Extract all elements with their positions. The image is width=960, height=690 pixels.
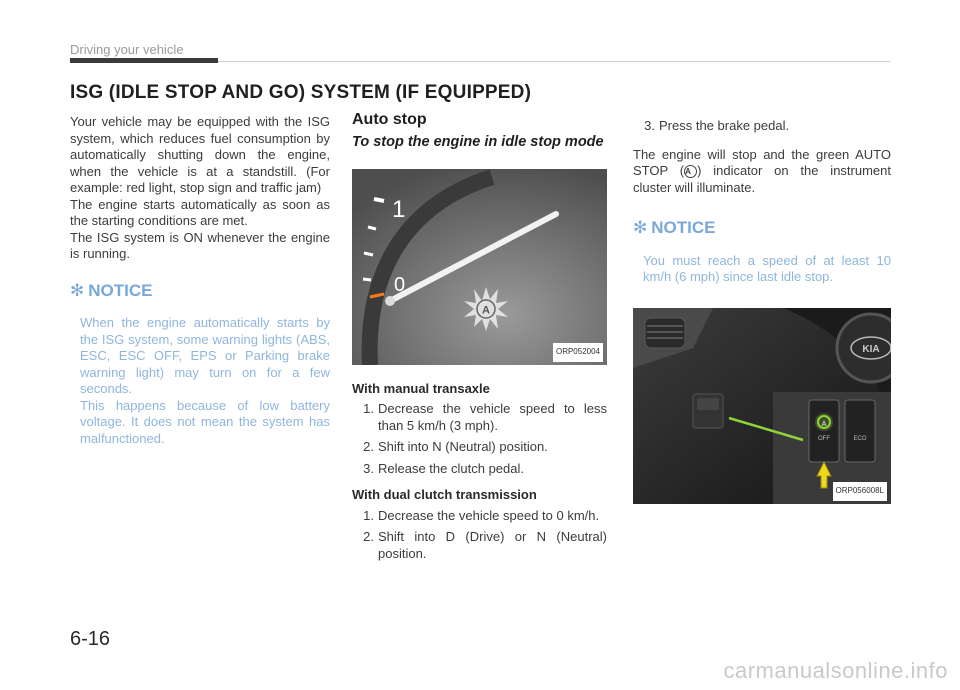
notice-title-2: NOTICE [651, 218, 716, 237]
eco-switch-label: ECO [853, 435, 867, 442]
manual-step-3: 3. Release the clutch pedal. [363, 460, 524, 476]
dct-step-2: 2. Shift into D (Drive) or N (Neutral) position. [363, 529, 607, 561]
notice-heading-2 [633, 220, 891, 237]
column-3 [633, 114, 891, 504]
gauge-illustration [352, 169, 607, 365]
header-bar [70, 58, 218, 63]
auto-stop-subheading: To stop the engine in idle stop mode [352, 133, 604, 150]
running-header: Driving your vehicle [70, 42, 184, 57]
intro-paragraph-2: The engine starts automatically as soon as the starting conditions are met. [70, 196, 330, 228]
indicator-paragraph: The engine will stop and the green AUTO STOP (A ) indicator on the instrument cluster will illuminate. [633, 146, 892, 195]
kia-logo: KIA [862, 343, 880, 355]
auto-stop-symbol-icon: A [684, 165, 697, 178]
notice-body-2 [633, 253, 891, 286]
dashboard-switch-figure [633, 308, 891, 504]
page-number: 6-16 [70, 628, 111, 650]
gauge-mark-1: 1 [392, 195, 406, 223]
isg-off-switch-label: OFF [818, 435, 830, 442]
notice-asterisk-icon: ✻ [70, 280, 85, 300]
dashboard-illustration [633, 308, 891, 504]
figure-1-label: ORP052004 [553, 343, 603, 362]
notice-box-2 [633, 220, 891, 286]
notice-2-paragraph-1: You must reach a speed of at least 10 km/h (6 mph) since last idle stop. [643, 252, 891, 284]
auto-stop-heading: Auto stop [352, 111, 427, 128]
gauge-figure [352, 169, 607, 365]
dct-label: With dual clutch transmission [352, 487, 537, 502]
intro-paragraph-3: The ISG system is ON whenever the engine is running. [70, 229, 330, 261]
notice-asterisk-icon: ✻ [633, 218, 648, 237]
manual-step-2: 2. Shift into N (Neutral) position. [363, 439, 548, 454]
notice-box-1 [70, 280, 330, 448]
intro-paragraph-1: Your vehicle may be equipped with the ISG system, which reduces fuel consumption by automatically shutting down the engine, when the vehicle is at a standstill. (For example: red light, stop sign and traffic jam) [70, 114, 330, 195]
svg-text:A: A [482, 304, 490, 316]
column-1 [70, 114, 330, 447]
gauge-mark-0: 0 [394, 273, 406, 296]
manual-transaxle-label: With manual transaxle [352, 380, 490, 396]
dct-step-3: 3. Press the brake pedal. [644, 118, 790, 133]
notice-heading-1 [70, 280, 330, 300]
column-2 [352, 111, 607, 567]
dct-steps-list-continued [633, 118, 891, 135]
notice-1-paragraph-1: When the engine automatically starts by the ISG system, some warning lights (ABS, ESC, ESC OFF, EPS or Parking brake warning light) may turn on for a few seconds. [80, 315, 330, 396]
notice-body-1 [70, 315, 330, 447]
header-rule [218, 61, 890, 62]
dct-steps-list [352, 508, 607, 563]
notice-title-1: NOTICE [88, 280, 153, 300]
manual-steps-list [352, 401, 607, 477]
figure-2-label: ORP056008L [833, 482, 887, 501]
watermark: carmanualsonline.info [723, 658, 948, 683]
manual-step-1: 1. Decrease the vehicle speed to less than 5 km/h (3 mph). [363, 401, 607, 433]
svg-text:A: A [821, 420, 827, 428]
dct-step-1: 1. Decrease the vehicle speed to 0 km/h. [363, 507, 600, 523]
page-title: ISG (IDLE STOP AND GO) SYSTEM (IF EQUIPPED) [70, 82, 532, 103]
notice-1-paragraph-2: This happens because of low battery voltage. It does not mean the system has malfunctioned. [80, 397, 330, 446]
